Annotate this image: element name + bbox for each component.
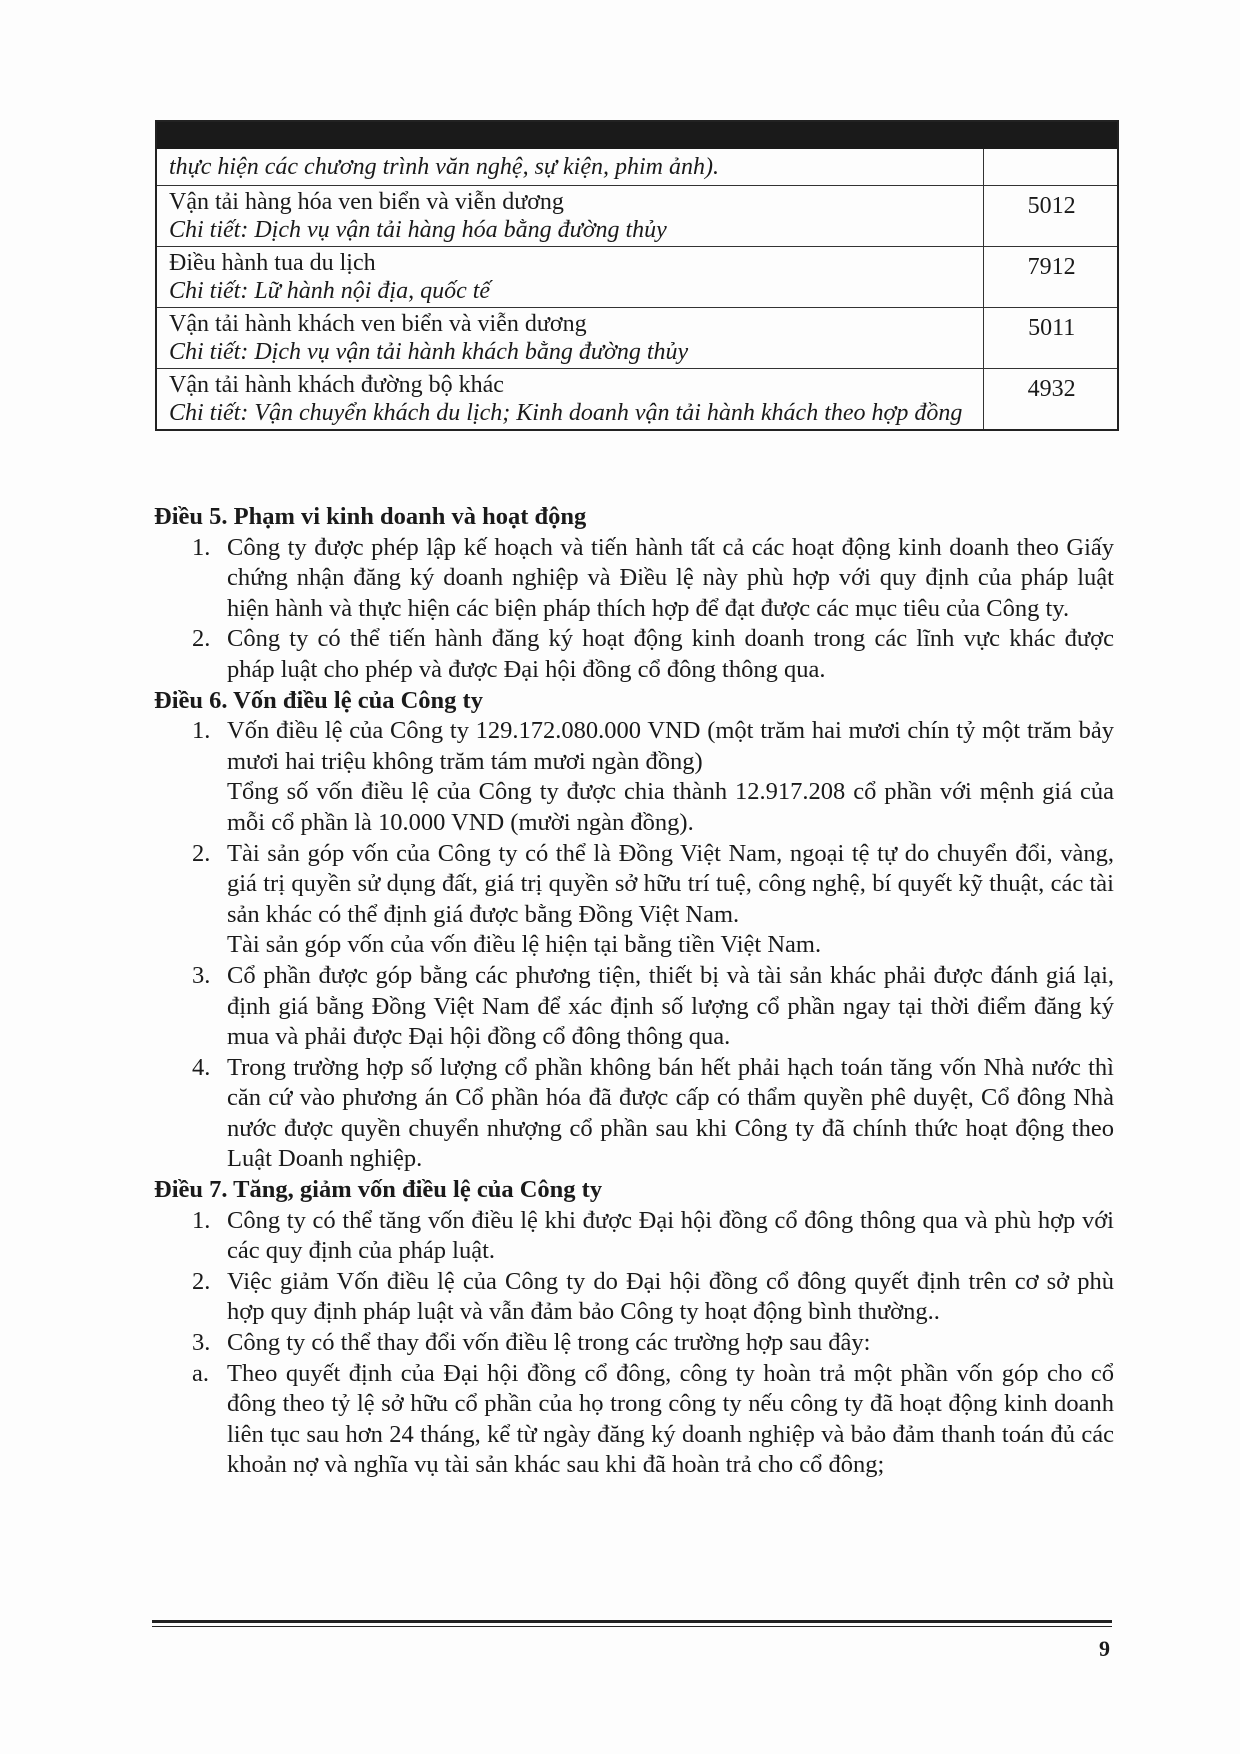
- list-item: 2. Công ty có thể tiến hành đăng ký hoạt động kinh doanh trong các lĩnh vực khác được pháp luật cho phép và được Đại hội đồng cổ đông thông qua.: [192, 625, 1114, 683]
- row-detail: Chi tiết: Lữ hành nội địa, quốc tế: [169, 278, 491, 304]
- row-name: Vận tải hành khách đường bộ khác: [169, 372, 504, 398]
- list-item: 3. Công ty có thể thay đổi vốn điều lệ trong các trường hợp sau đây:: [192, 1329, 871, 1357]
- table-row: [156, 149, 1118, 186]
- list-item-continuation: Tài sản góp vốn của vốn điều lệ hiện tại bằng tiền Việt Nam.: [227, 931, 822, 959]
- article-5-heading: Điều 5. Phạm vi kinh doanh và hoạt động: [154, 503, 587, 530]
- row-code: 5012: [984, 186, 1118, 247]
- row-code: 5011: [984, 308, 1118, 369]
- list-item: 2. Tài sản góp vốn của Công ty có thể là Đồng Việt Nam, ngoại tệ tự do chuyển đổi, vàng, giá trị quyền sử dụng đất, giá trị quyền sở hữu trí tuệ, công nghệ, bí quyết kỹ thuật, các tài sản khác có thể định giá được bằng Đồng Việt Nam.: [192, 839, 1114, 928]
- table-row: [156, 369, 1118, 431]
- row-detail: Chi tiết: Dịch vụ vận tải hành khách bằng đường thủy: [169, 339, 689, 365]
- row-name: Vận tải hàng hóa ven biển và viễn dương: [169, 189, 564, 215]
- list-item: 3. Cổ phần được góp bằng các phương tiện, thiết bị và tài sản khác phải được đánh giá lại, định giá bằng Đồng Việt Nam để xác định số lượng cổ phần ngay tại thời điểm đăng ký mua và phải được Đại hội đồng cổ đông thông qua.: [192, 961, 1114, 1051]
- table-row: [156, 247, 1118, 308]
- row-detail: Chi tiết: Dịch vụ vận tải hàng hóa bằng đường thủy: [169, 217, 667, 243]
- article-7-heading: Điều 7. Tăng, giảm vốn điều lệ của Công ty: [154, 1176, 603, 1204]
- footer-divider: [152, 1620, 1112, 1623]
- row-code: 4932: [984, 369, 1118, 431]
- table-row: [156, 186, 1118, 247]
- row-code: 7912: [984, 247, 1118, 308]
- list-item: 2. Việc giảm Vốn điều lệ của Công ty do Đại hội đồng cổ đông quyết định trên cơ sở phù hợp quy định pháp luật và vẫn đảm bảo Công ty hoạt động bình thường..: [192, 1267, 1114, 1326]
- business-lines-table: [155, 120, 1119, 431]
- footer-divider-thin: [152, 1626, 1112, 1627]
- document-body: [154, 502, 1114, 1481]
- list-item: a. Theo quyết định của Đại hội đồng cổ đông, công ty hoàn trả một phần vốn góp cho cổ đông theo tỷ lệ sở hữu cổ phần của họ trong công ty nếu công ty đã hoạt động kinh doanh liên tục sau hơn 24 tháng, kể từ ngày đăng ký doanh nghiệp và bảo đảm thanh toán đủ các khoản nợ và nghĩa vụ tài sản khác sau khi đã hoàn trả cho cổ đông;: [192, 1359, 1114, 1479]
- table-header-row: [156, 121, 1118, 149]
- row-detail: Chi tiết: Vận chuyển khách du lịch; Kinh doanh vận tải hành khách theo hợp đồng: [169, 400, 963, 426]
- table-continuation-text: thực hiện các chương trình văn nghệ, sự kiện, phim ảnh).: [169, 154, 719, 180]
- list-item: 1. Công ty có thể tăng vốn điều lệ khi được Đại hội đồng cổ đông thông qua và phù hợp với các quy định của pháp luật.: [192, 1206, 1114, 1265]
- list-item: 1. Công ty được phép lập kế hoạch và tiến hành tất cả các hoạt động kinh doanh theo Giấy chứng nhận đăng ký doanh nghiệp và Điều lệ này phù hợp với quy định của pháp luật hiện hành và thực hiện các biện pháp thích hợp để đạt được các mục tiêu của Công ty.: [192, 533, 1114, 622]
- page-number: 9: [1099, 1636, 1110, 1661]
- table-row: [156, 308, 1118, 369]
- list-item-continuation: Tổng số vốn điều lệ của Công ty được chia thành 12.917.208 cổ phần với mệnh giá của mỗi cổ phần là 10.000 VND (mười ngàn đồng).: [227, 778, 1114, 836]
- list-item: 1. Vốn điều lệ của Công ty 129.172.080.000 VND (một trăm hai mươi chín tỷ một trăm bảy mươi hai triệu không trăm tám mươi ngàn đồng): [192, 717, 1114, 775]
- list-item: 4. Trong trường hợp số lượng cổ phần không bán hết phải hạch toán tăng vốn Nhà nước thì căn cứ vào phương án Cổ phần hóa đã được cấp có thẩm quyền phê duyệt, Cổ đông Nhà nước được quyền chuyển nhượng cổ phần sau khi Công ty đã chính thức hoạt động theo Luật Doanh nghiệp.: [192, 1053, 1114, 1173]
- article-6-heading: Điều 6. Vốn điều lệ của Công ty: [154, 686, 483, 714]
- row-name: Vận tải hành khách ven biển và viễn dương: [169, 311, 587, 337]
- row-name: Điều hành tua du lịch: [169, 250, 376, 276]
